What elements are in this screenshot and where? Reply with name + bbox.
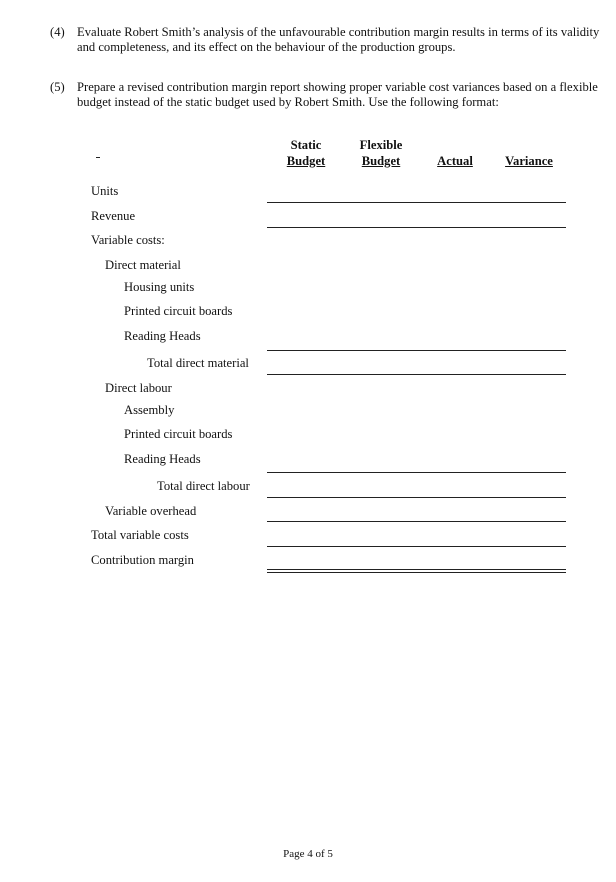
row-total-variable-costs: Total variable costs bbox=[91, 528, 189, 542]
header-variance: Variance bbox=[505, 154, 553, 168]
rule-revenue bbox=[267, 227, 566, 228]
row-variable-overhead: Variable overhead bbox=[105, 504, 197, 518]
row-units: Units bbox=[91, 184, 119, 198]
rule-total-direct-material-bottom bbox=[267, 374, 566, 375]
question-5-text: Prepare a revised contribution margin report showing proper variable cost variances based on a flexible budget instead of the static budget used by Robert Smith. Use the following format: bbox=[77, 80, 598, 109]
row-total-direct-material: Total direct material bbox=[147, 356, 249, 370]
rule-variable-overhead bbox=[267, 521, 566, 522]
rule-total-direct-material-top bbox=[267, 350, 566, 351]
row-material-reading-heads: Reading Heads bbox=[124, 329, 201, 343]
header-static-bottom: Budget bbox=[286, 154, 326, 168]
question-4 bbox=[50, 25, 600, 55]
question-4-text: Evaluate Robert Smith’s analysis of the unfavourable contribution margin results in terms of its validity and completeness, and its effect on the behaviour of the production groups. bbox=[77, 25, 600, 54]
row-assembly: Assembly bbox=[124, 403, 175, 417]
row-direct-labour: Direct labour bbox=[105, 381, 172, 395]
row-contribution-margin: Contribution margin bbox=[91, 553, 194, 567]
row-housing-units: Housing units bbox=[124, 280, 195, 294]
rule-total-variable-costs bbox=[267, 546, 566, 547]
header-static-budget bbox=[276, 137, 336, 169]
row-labour-printed-circuit-boards: Printed circuit boards bbox=[124, 427, 233, 441]
rule-total-direct-labour-top bbox=[267, 472, 566, 473]
page-number: Page 4 of 5 bbox=[283, 848, 333, 860]
row-variable-costs: Variable costs: bbox=[91, 233, 165, 247]
header-actual: Actual bbox=[437, 154, 473, 168]
row-revenue: Revenue bbox=[91, 209, 136, 223]
row-labour-reading-heads: Reading Heads bbox=[124, 452, 201, 466]
rule-units bbox=[267, 202, 566, 203]
row-total-direct-labour: Total direct labour bbox=[157, 479, 250, 493]
question-5 bbox=[50, 80, 600, 110]
rule-contribution-margin-double bbox=[267, 569, 566, 573]
header-flexible-budget bbox=[348, 137, 414, 169]
header-flexible-bottom: Budget bbox=[361, 154, 401, 168]
question-5-number: (5) bbox=[50, 80, 65, 94]
rule-total-direct-labour-bottom bbox=[267, 497, 566, 498]
header-static-top: Static bbox=[290, 138, 322, 152]
row-direct-material: Direct material bbox=[105, 258, 181, 272]
question-4-number: (4) bbox=[50, 25, 65, 39]
row-material-printed-circuit-boards: Printed circuit boards bbox=[124, 304, 233, 318]
dash-mark bbox=[96, 157, 100, 158]
header-flexible-top: Flexible bbox=[359, 138, 403, 152]
